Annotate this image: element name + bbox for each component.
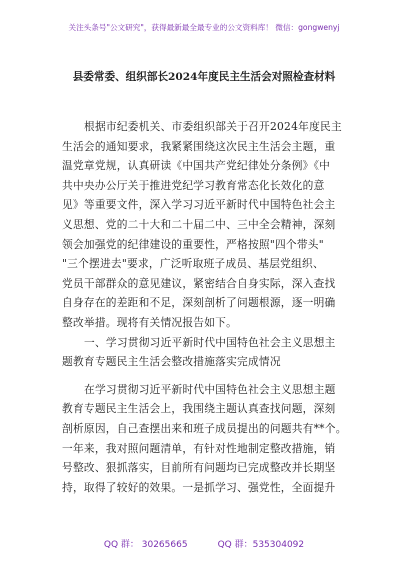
paragraph-section-1	[62, 380, 356, 498]
paragraph-line: 领会加强党的纪律建设的重要性，严格按照"四个带头"	[62, 237, 324, 251]
paragraph-line: 生活会的通知要求，我紧紧围绕这次民主生活会主题，重	[62, 139, 336, 153]
paragraph-line: 在学习贯彻习近平新时代中国特色社会主义思想主题	[84, 382, 336, 396]
paragraph-line: 剖析原因，自己查摆出来和班子成员提出的问题共有**个。	[62, 421, 347, 435]
paragraph-line: 自身存在的差距和不足，深刻剖析了问题根源，逐一明确	[62, 296, 336, 310]
document-body	[62, 117, 356, 497]
paragraph-line: 一年来，我对照问题清单，有针对性地制定整改措施，销	[62, 441, 336, 455]
paragraph-line: 持，取得了较好的效果。一是抓学习、强党性，全面提升	[62, 480, 336, 494]
header-promo-text: 关注头条号"公文研究"，获得最新最全最专业的公文资料库！ 微信：gongwenyj	[68, 23, 340, 32]
footer-qq-group-2: QQ 群：535304092	[217, 540, 305, 550]
section-heading-line: 一、学习贯彻习近平新时代中国特色社会主义思想主	[84, 335, 336, 349]
paragraph-line: "三个摆进去"要求，广泛听取班子成员、基层党组织、	[62, 257, 324, 271]
paragraph-line: 号整改、狠抓落实，目前所有问题均已完成整改并长期坚	[62, 461, 336, 475]
paragraph-line: 党员干部群众的意见建议，紧密结合自身实际，深入查找	[62, 276, 336, 290]
paragraph-line: 见》等重要文件，深入学习习近平新时代中国特色社会主	[62, 198, 336, 212]
paragraph-line: 根据市纪委机关、市委组织部关于召开2024年度民主	[84, 120, 342, 133]
paragraph-line: 温党章党规，认真研读《中国共产党纪律处分条例》《中	[62, 159, 331, 173]
paragraph-line: 义思想、党的二十大和二十届二中、三中全会精神，深刻	[62, 217, 336, 231]
paragraph-line: 共中央办公厅关于推进党纪学习教育常态化长效化的意	[62, 178, 325, 192]
section-heading-1	[62, 333, 356, 372]
paragraph-line: 整改举措。现将有关情况报告如下。	[62, 315, 238, 329]
footer-qq-group-1: QQ 群： 30265665	[103, 540, 188, 550]
paragraph-line: 教育专题民主生活会上，我围绕主题认真查找问题，深刻	[62, 402, 336, 416]
paragraph-intro	[62, 117, 356, 333]
section-heading-line: 题教育专题民主生活会整改措施落实完成情况	[62, 355, 281, 369]
document-title: 县委常委、组织部长2024年度民主生活会对照检查材料	[72, 71, 336, 83]
footer-contact	[0, 537, 408, 550]
